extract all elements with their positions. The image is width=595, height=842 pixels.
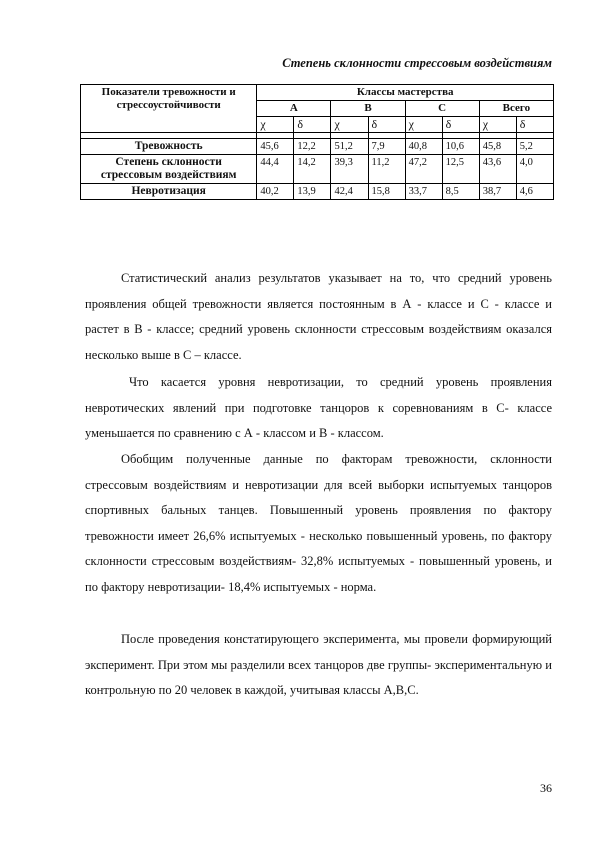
table-cell: 14,2 bbox=[294, 155, 331, 184]
sub-header: δ bbox=[442, 117, 479, 133]
table-row bbox=[81, 155, 554, 184]
results-table bbox=[80, 84, 554, 200]
table-cell: 45,6 bbox=[257, 139, 294, 155]
table-cell: 13,9 bbox=[294, 184, 331, 200]
table-cell: 15,8 bbox=[368, 184, 405, 200]
table-cell: 12,5 bbox=[442, 155, 479, 184]
table-row bbox=[81, 139, 554, 155]
table-cell: 33,7 bbox=[405, 184, 442, 200]
table-cell: 8,5 bbox=[442, 184, 479, 200]
paragraph-2: Что касается уровня невротизации, то средний уровень проявления невротических явлений при подготовке танцоров к соревнованиям в С- классе уменьшается по сравнению с А - классом и В - классом. bbox=[85, 375, 552, 441]
page-number: 36 bbox=[540, 781, 552, 795]
group-header: Классы мастерства bbox=[257, 85, 554, 101]
table-cell: 42,4 bbox=[331, 184, 368, 200]
table-row bbox=[81, 184, 554, 200]
sub-header: χ bbox=[405, 117, 442, 133]
table-cell: 12,2 bbox=[294, 139, 331, 155]
sub-header: χ bbox=[479, 117, 516, 133]
table-cell: 40,8 bbox=[405, 139, 442, 155]
corner-header: Показатели тревожности и стрессоустойчивости bbox=[81, 85, 257, 133]
sub-header: δ bbox=[516, 117, 553, 133]
paragraph-4: После проведения констатирующего эксперимента, мы провели формирующий эксперимент. При этом мы разделили всех танцоров две группы- экспериментальную и контрольную по 20 человек в каждой, учитывая классы А,В,С. bbox=[85, 632, 552, 698]
sub-header: χ bbox=[257, 117, 294, 133]
table-cell: 4,0 bbox=[516, 155, 553, 184]
table-cell: 43,6 bbox=[479, 155, 516, 184]
row-label: Степень склонности стрессовым воздействиям bbox=[81, 155, 257, 184]
table-caption: Степень склонности стрессовым воздействиям bbox=[282, 56, 552, 70]
paragraph-1: Статистический анализ результатов указывает на то, что средний уровень проявления общей тревожности является постоянным в А - классе и С - классе и растет в В - классе; средний уровень склонности стрессовым воздействиям оказался несколько выше в С – классе. bbox=[85, 271, 552, 362]
table-cell: 10,6 bbox=[442, 139, 479, 155]
table-cell: 51,2 bbox=[331, 139, 368, 155]
row-label: Тревожность bbox=[81, 139, 257, 155]
paragraph-3: Обобщим полученные данные по факторам тревожности, склонности стрессовым воздействиям и невротизации для всей выборки испытуемых танцоров спортивных бальных танцев. Повышенный уровень проявления по фактору тревожности имеет 26,6% испытуемых - несколько повышенный уровень, по фактору склонности стрессовым воздействиям- 32,8% испытуемых - повышенный уровень, и по фактору невротизации- 18,4% испытуемых - норма. bbox=[85, 452, 552, 594]
table-cell: 11,2 bbox=[368, 155, 405, 184]
row-label: Невротизация bbox=[81, 184, 257, 200]
table-cell: 38,7 bbox=[479, 184, 516, 200]
class-header-c: С bbox=[405, 101, 479, 117]
table-cell: 47,2 bbox=[405, 155, 442, 184]
table-cell: 40,2 bbox=[257, 184, 294, 200]
table-cell: 4,6 bbox=[516, 184, 553, 200]
class-header-total: Всего bbox=[479, 101, 553, 117]
table-cell: 5,2 bbox=[516, 139, 553, 155]
sub-header: χ bbox=[331, 117, 368, 133]
class-header-a: А bbox=[257, 101, 331, 117]
table-cell: 7,9 bbox=[368, 139, 405, 155]
table-cell: 44,4 bbox=[257, 155, 294, 184]
sub-header: δ bbox=[294, 117, 331, 133]
table-cell: 45,8 bbox=[479, 139, 516, 155]
class-header-b: В bbox=[331, 101, 405, 117]
sub-header: δ bbox=[368, 117, 405, 133]
table-cell: 39,3 bbox=[331, 155, 368, 184]
